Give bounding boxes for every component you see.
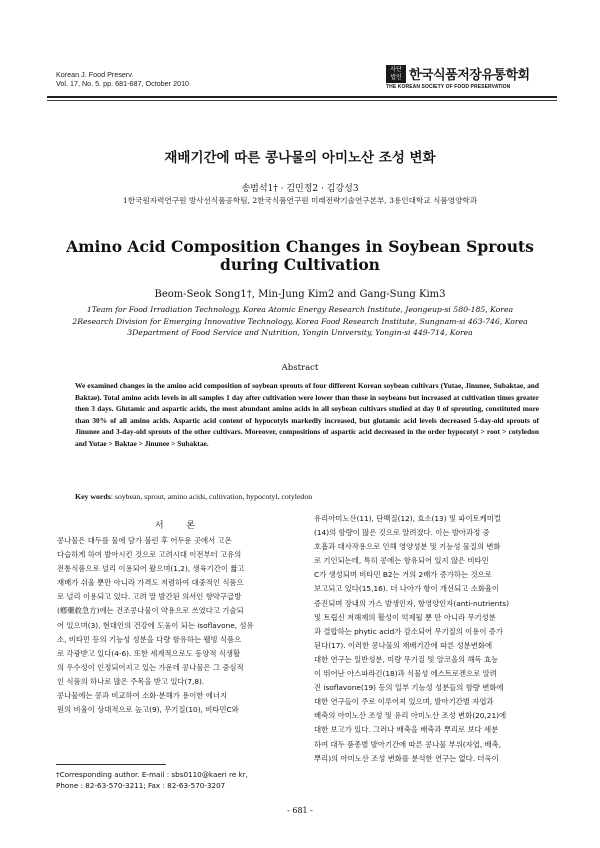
body-column-right: 유리아미노산(11), 단백질(12), 효소(13) 및 파이토케미컬 (14)의 함량이 많은 것으로 알려졌다. 이는 발아과정 중 호흡과 대사작용으로 인해 영양성분 및 기능성 물질의 변화 로 기인되는데, 특히 콩에는 함유되어 있지 않은 비타민 C가 생성되며 비타민 B2는 거의 2배가 증가하는 것으로 보고되고 있다(15,16). 더 나아가 항이 개선되고 소화율이 증진되며 장내의 가스 발생인자, 항영양인자(anti-nutrients) 및 트립신 저해제의 활성이 억제될 뿐 만 아니라 무기성분 과 결합하는 phytic acid가 감소되어 무기질의 이용이 증가 된다(17). 이러한 콩나물의 재배기간에 따른 성분변화에 대한 연구는 일반성분, 미량 무기질 및 알코올의 해독 효능 이 뛰어난 아스파라긴(18)과 식물성 에스트로겐으로 알려 진 isoflavone(19) 등의 일부 기능성 성분들의 함량 변화에 대한 연구들이 주로 이루어져 있으며, 발아기간별 자엽과 배축의 아미노산 조성 및 유리 아미노산 조성 변화(20,21)에 대한 보고가 있다. 그러나 배축을 배축과 뿌리로 보다 세분 하여 대두 품종별 발아기간에 따른 콩나물 부위(자엽, 배축, 뿌리)의 아미노산 조성 변화를 분석한 연구는 없다. 더욱이 [314,514,509,763]
journal-citation [56,70,189,88]
keywords-list: : soybean, sprout, amino acids, cultivation, hypocotyl, cotyledon [110,492,313,501]
logo-english-name: THE KOREAN SOCIETY OF FOOD PRESERVATION [386,84,511,90]
logo-badge: 사단 법인 [386,65,406,83]
keywords-label: Key words [75,492,111,501]
logo-korean-name: 한국식품저장유통학회 [409,68,530,83]
english-authors: Beom-Seok Song1†, Min-Jung Kim2 and Gang-Sung Kim3 [154,289,446,300]
footnote-rule [56,764,166,765]
page-number: - 681 - [287,806,313,815]
korean-title: 재배기간에 따른 콩나물의 아미노산 조성 변화 [164,150,436,166]
footnote-phone: Phone : 82-63-570-3211; Fax : 82-63-570-3207 [56,781,226,790]
affiliation-2: 2Research Division for Emerging Innovative Technology, Korea Food Research Institute, Sungnam-si 463-746, Korea [72,316,528,326]
abstract-heading: Abstract [281,363,319,373]
body-column-left: 콩나물은 대두를 물에 담가 불린 후 어두운 곳에서 고온 다습하게 하여 발아시킨 것으로 고려시대 이전부터 고유의 전통식품으로 널리 이용되어 왔으며(1,2), 생육기간이 짧고 재배가 쉬울 뿐만 아니라 가격도 저렴하여 대중적인 식품으 로 널리 이용되고 있다. 고려 말 발간된 의서인 향약구급방 (鄕藥救急方)에는 건조콩나물이 약용으로 쓰였다고 기술되 어 있으며(3), 현대인의 건강에 도움이 되는 isoflavone, 섬유 소, 비타민 등의 기능성 성분을 다량 함유하는 웰빙 식품으 로 각광받고 있다(4-6). 또한 세계적으로도 동양적 식생활 의 우수성이 인정되어지고 있는 가운데 콩나물은 그 중심적 인 식품의 하나로 많은 주목을 받고 있다(7,8). 콩나물에는 콩과 비교하여 소화·분해가 용이한 에너지 원의 비율이 상대적으로 높고(9), 무기질(10), 비타민C와 [57,536,254,715]
header-rule-thin [47,100,557,101]
keywords [75,492,545,501]
corresponding-author-footnote [56,769,248,791]
korean-authors: 송범석1† · 김민정2 · 김강성3 [241,184,359,194]
society-logo [386,64,556,90]
korean-affiliations: 1한국원자력연구원 방사선식품공학팀, 2한국식품연구원 미래전략기술연구본부, 3용인대학교 식품영양학과 [122,196,478,205]
journal-name: Korean J. Food Preserv. [56,70,134,79]
footnote-email: †Corresponding author. E-mail : sbs0110@kaeri re kr, [56,770,248,779]
abstract-text: We examined changes in the amino acid composition of soybean sprouts of four different Korean soybean cultivars (Yutae, Jinunee, Subaktae, and Baktae). Total amino acids levels in all samples 1 day after cultivation were lower than those in soybeans but increased at cultivation times greater then 3 days. Glutamic and aspartic acids, the most abundant amino acids in all soybean cultivars studied at day 0 of sprouting, constituted more than 30% of all amino acids. Aspartic acid content of hypocotyls markedly increased, but glutamic acid levels decreased 5-day-old sprouts of Jinunee and 3-day-old sprouts of the other cultivars. Moreover, compositions of aspartic acid decreased in the order hypocotyl > root > cotyledon and Yutae > Baktae > Jinunee > Subaktae. [75,381,539,448]
section-heading-introduction: 서 론 [154,521,206,531]
english-title: Amino Acid Composition Changes in Soybean Sprouts during Cultivation [66,237,534,274]
journal-volume: Vol. 17, No. 5. pp. 681-687, October 2010 [56,79,190,88]
english-affiliations [0,304,600,339]
affiliation-3: 3Department of Food Service and Nutrition, Yongin University, Yongin-si 449-714, Korea [127,328,473,337]
header-rule [47,96,557,98]
affiliation-1: 1Team for Food Irradiation Technology, Korea Atomic Energy Research Institute, Jeongeup-si 580-185, Korea [86,305,514,314]
